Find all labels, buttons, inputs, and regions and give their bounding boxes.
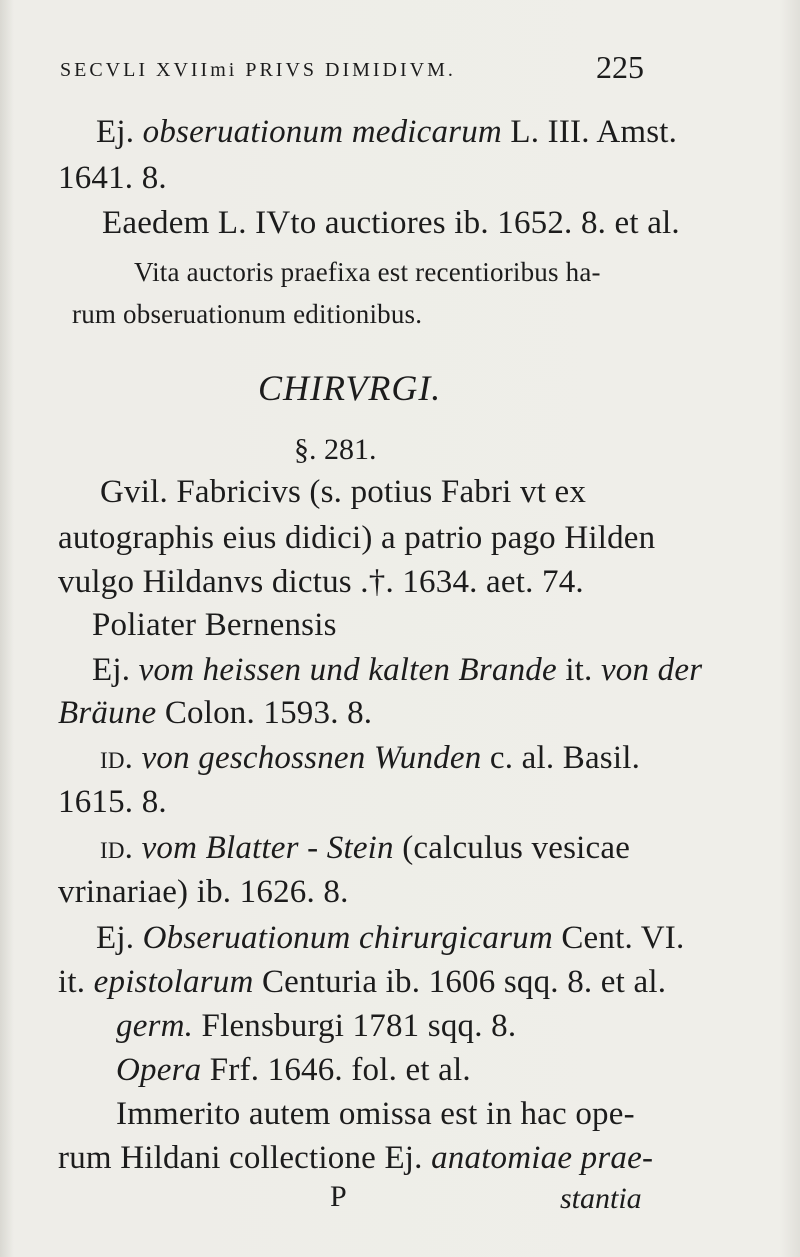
body-line-7: id. von geschossnen Wunden c. al. Basil.: [100, 740, 641, 776]
running-title: SECVLI XVIImi PRIVS DIMIDIVM.: [60, 59, 456, 81]
section-heading: CHIRVRGI.: [258, 368, 442, 408]
body-line-5: Ej. vom heissen und kalten Brande it. von der: [92, 652, 703, 688]
body-line-4: Poliater Bernensis: [92, 607, 337, 643]
body-line-16: rum Hildani collectione Ej. anatomiae prae-: [58, 1140, 654, 1176]
entry-line-5: rum obseruationum editionibus.: [72, 299, 423, 329]
catchword: stantia: [560, 1182, 642, 1215]
body-line-9: id. vom Blatter - Stein (calculus vesicae: [100, 830, 631, 866]
body-line-2: autographis eius didici) a patrio pago Hilden: [58, 520, 656, 556]
page-number: 225: [596, 49, 644, 85]
body-line-13: germ. Flensburgi 1781 sqq. 8.: [116, 1008, 517, 1044]
body-line-8: 1615. 8.: [58, 784, 167, 820]
body-line-11: Ej. Obseruationum chirurgicarum Cent. VI.: [96, 920, 685, 956]
entry-line-2: 1641. 8.: [58, 160, 167, 196]
body-line-3: vulgo Hildanvs dictus .†. 1634. aet. 74.: [58, 564, 584, 600]
body-line-15: Immerito autem omissa est in hac ope-: [116, 1096, 635, 1132]
entry-line-3: Eaedem L. IVto auctiores ib. 1652. 8. et al.: [102, 205, 680, 241]
entry-line-1: [96, 112, 677, 152]
body-line-1: Gvil. Fabricivs (s. potius Fabri vt ex: [100, 474, 587, 510]
work-title: obseruationum medicarum: [142, 114, 502, 150]
body-line-14: Opera Frf. 1646. fol. et al.: [116, 1052, 471, 1088]
entry-line-4: Vita auctoris praefixa est recentioribus ha-: [134, 257, 601, 287]
author-abbrev: Ej.: [96, 114, 135, 150]
body-line-12: it. epistolarum Centuria ib. 1606 sqq. 8. et al.: [58, 964, 667, 1000]
section-number: §. 281.: [294, 433, 377, 466]
body-line-6: Bräune Colon. 1593. 8.: [58, 695, 373, 731]
imprint: L. III. Amst.: [510, 114, 678, 150]
body-line-10: vrinariae) ib. 1626. 8.: [58, 874, 349, 910]
signature-mark: P: [330, 1180, 347, 1213]
